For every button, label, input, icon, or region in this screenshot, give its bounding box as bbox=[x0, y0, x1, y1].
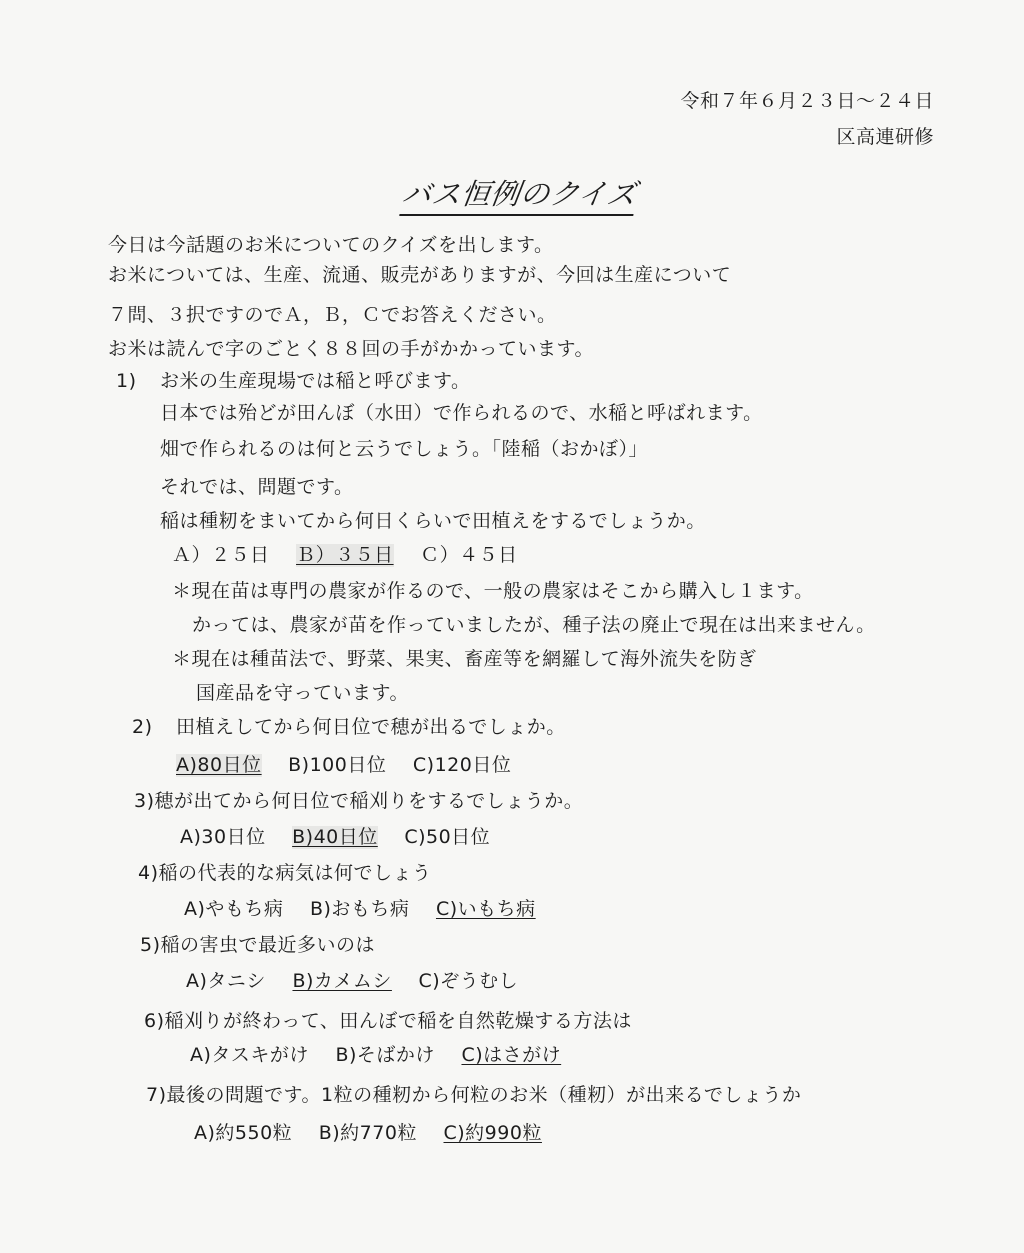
question-1-note-4: 国産品を守っています。 bbox=[196, 682, 409, 704]
question-5-option-a: A)タニシ bbox=[186, 970, 266, 992]
question-7-option-a: A)約550粒 bbox=[194, 1122, 293, 1144]
question-5-text: 5)稲の害虫で最近多いのは bbox=[140, 934, 376, 956]
question-5-option-c: C)ぞうむし bbox=[418, 970, 519, 992]
page-title: バス恒例のクイズ bbox=[399, 177, 639, 216]
question-1-option-a: Ａ）２５日 bbox=[172, 544, 270, 566]
header-date: 令和７年６月２３日～２４日 bbox=[680, 90, 934, 112]
question-1-line-4: それでは、問題です。 bbox=[160, 476, 354, 498]
question-3-option-b-answer: B)40日位 bbox=[292, 826, 378, 848]
question-5-option-b-answer: B)カメムシ bbox=[292, 970, 392, 992]
question-2-option-b: B)100日位 bbox=[288, 754, 387, 776]
question-6-option-c-answer: C)はさがけ bbox=[461, 1044, 562, 1066]
intro-line-2: お米については、生産、流通、販売がありますが、今回は生産について bbox=[108, 264, 732, 286]
question-6-text: 6)稲刈りが終わって、田んぼで稲を自然乾燥する方法は bbox=[144, 1010, 632, 1032]
header-organization: 区高連研修 bbox=[836, 126, 934, 148]
question-6-option-b: B)そばかけ bbox=[335, 1044, 435, 1066]
question-3-option-c: C)50日位 bbox=[404, 826, 491, 848]
question-3-option-a: A)30日位 bbox=[180, 826, 266, 848]
question-4-option-b: B)おもち病 bbox=[309, 898, 410, 920]
question-4-options bbox=[184, 898, 556, 921]
question-2-option-a-answer: A)80日位 bbox=[176, 754, 262, 776]
question-1-number: 1) bbox=[116, 370, 137, 392]
question-1-options bbox=[172, 544, 538, 567]
question-3-text: 3)穂が出てから何日位で稲刈りをするでしょうか。 bbox=[134, 790, 584, 812]
intro-line-4: お米は読んで字のごとく８８回の手がかかっています。 bbox=[108, 338, 594, 360]
question-2-options bbox=[176, 754, 531, 777]
question-6-option-a: A)タスキがけ bbox=[190, 1044, 309, 1066]
question-7-option-c-answer: C)約990粒 bbox=[443, 1122, 542, 1144]
question-5-options bbox=[186, 970, 538, 993]
question-4-option-a: A)やもち病 bbox=[184, 898, 284, 920]
question-1-option-b-answer: Ｂ）３５日 bbox=[296, 544, 394, 566]
question-1-line-3: 畑で作られるのは何と云うでしょう。「陸稲（おかぼ）」 bbox=[160, 438, 649, 460]
question-1-option-c: Ｃ）４５日 bbox=[420, 544, 518, 566]
question-2-text: 田植えしてから何日位で穂が出るでしょか。 bbox=[176, 716, 566, 738]
intro-line-1: 今日は今話題のお米についてのクイズを出します。 bbox=[108, 234, 554, 256]
question-6-options bbox=[190, 1044, 581, 1067]
question-3-options bbox=[180, 826, 510, 849]
question-7-options bbox=[194, 1122, 562, 1145]
question-2-option-c: C)120日位 bbox=[412, 754, 512, 776]
question-7-option-b: B)約770粒 bbox=[318, 1122, 417, 1144]
question-1-line-2: 日本では殆どが田んぼ（水田）で作られるので、水稲と呼ばれます。 bbox=[160, 402, 763, 424]
intro-line-3: ７問、３択ですのでＡ，Ｂ，Ｃでお答えください。 bbox=[108, 304, 557, 326]
question-2-number: 2) bbox=[132, 716, 153, 738]
question-1-note-1: ＊現在苗は専門の農家が作るので、一般の農家はそこから購入し１ます。 bbox=[172, 580, 814, 602]
question-4-text: 4)稲の代表的な病気は何でしょう bbox=[138, 862, 432, 884]
question-7-text: 7)最後の問題です。1粒の種籾から何粒のお米（種籾）が出来るでしょうか bbox=[146, 1084, 802, 1106]
question-1-line-1: お米の生産現場では稲と呼びます。 bbox=[160, 370, 471, 392]
question-1-text: 稲は種籾をまいてから何日くらいで田植えをするでしょうか。 bbox=[160, 510, 706, 532]
question-1-note-2: かっては、農家が苗を作っていましたが、種子法の廃止で現在は出来ません。 bbox=[192, 614, 876, 636]
question-1-note-3: ＊現在は種苗法で、野菜、果実、畜産等を網羅して海外流失を防ぎ bbox=[172, 648, 757, 670]
question-4-option-c-answer: C)いもち病 bbox=[435, 898, 536, 920]
